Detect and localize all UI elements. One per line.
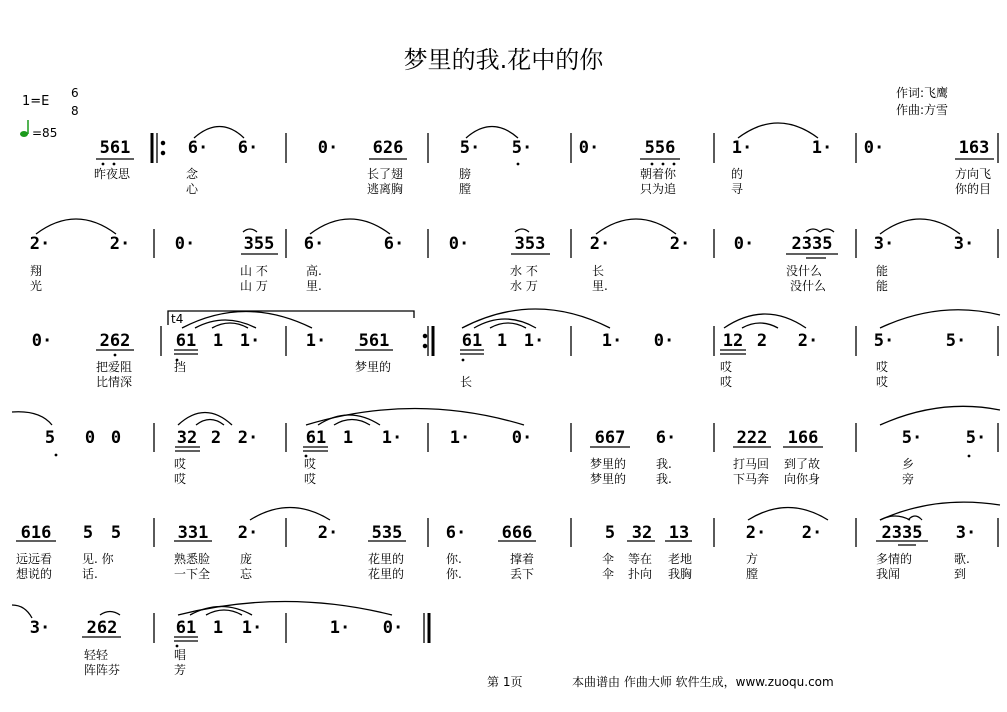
note: 331 [177, 523, 209, 543]
lyric: 比情深 [96, 375, 133, 389]
note: 535 [371, 523, 403, 543]
note: 1· [381, 428, 403, 448]
lyric: 我. [656, 457, 672, 471]
note: 2· [745, 523, 767, 543]
note: 61 [175, 618, 197, 638]
note: 2· [237, 428, 259, 448]
lyric: 山 万 [240, 279, 268, 293]
note: 2335 [881, 523, 923, 543]
lyricist-credit: 作词:飞鹰 [896, 86, 949, 100]
note: 1· [523, 331, 545, 351]
note: 163 [958, 138, 990, 158]
note: 5· [511, 138, 533, 158]
note: 61 [175, 331, 197, 351]
lyric: 挡 [174, 360, 187, 374]
note: 1 [342, 428, 354, 448]
note: 262 [99, 331, 131, 351]
lyric: 只为追 [640, 182, 677, 196]
lyric: 念 [186, 167, 199, 181]
time-signature-top: 6 [71, 86, 79, 100]
lyric: 里. [592, 279, 608, 293]
lyric: 没什么 [790, 279, 827, 293]
note: 1· [239, 331, 261, 351]
note: 32 [631, 523, 653, 543]
note: 2· [589, 234, 611, 254]
lyric: 我胸 [668, 567, 693, 581]
lyric: 多情的 [876, 552, 913, 566]
lyric: 梦里的 [590, 457, 627, 471]
note: 0· [382, 618, 404, 638]
lyric: 唱 [174, 648, 187, 662]
note: 0· [448, 234, 470, 254]
note: 61 [461, 331, 483, 351]
page-number: 第 1页 [487, 675, 523, 689]
lyric: 丢下 [510, 567, 535, 581]
lyric: 把爱阻 [96, 360, 133, 374]
note: 2· [237, 523, 259, 543]
lyric: 扑向 [628, 567, 653, 581]
lyric: 哎 [304, 457, 317, 471]
lyric: 能 [876, 279, 889, 293]
lyric: 哎 [720, 360, 733, 374]
note: 667 [594, 428, 626, 448]
note: 355 [243, 234, 275, 254]
lyric: 芳 [174, 663, 187, 677]
note: 1· [241, 618, 263, 638]
note: 166 [787, 428, 819, 448]
lyric: 寻 [731, 182, 744, 196]
note: 0· [174, 234, 196, 254]
lyric: 等在 [628, 552, 653, 566]
lyric: 远远看 [16, 552, 53, 566]
note: 0· [317, 138, 339, 158]
generator-credit: 本曲谱由 作曲大师 软件生成，www.zuoqu.com [572, 675, 834, 689]
lyric: 膛 [459, 182, 472, 196]
note: 2· [109, 234, 131, 254]
note: 0 [84, 428, 96, 448]
lyric: 逃离胸 [367, 182, 404, 196]
lyric: 哎 [174, 457, 187, 471]
note: 3· [29, 618, 51, 638]
lyric: 翔 [30, 264, 43, 278]
lyric: 朝着你 [640, 167, 677, 181]
note: 0· [733, 234, 755, 254]
lyric: 水 万 [510, 279, 538, 293]
note: 13 [668, 523, 690, 543]
note: 6· [445, 523, 467, 543]
lyric: 打马回 [733, 457, 770, 471]
note: 2· [801, 523, 823, 543]
lyric: 向你身 [784, 472, 821, 486]
lyric: 长 [592, 264, 605, 278]
lyric: 话. [82, 567, 98, 581]
note: 3· [873, 234, 895, 254]
lyric: 撑着 [510, 552, 535, 566]
note: 2· [317, 523, 339, 543]
volta-ending-label: t4 [171, 312, 184, 326]
note: 5 [604, 523, 616, 543]
lyric: 我. [656, 472, 672, 486]
lyric: 你. [446, 567, 462, 581]
note: 1· [601, 331, 623, 351]
note: 561 [99, 138, 131, 158]
lyric: 旁 [902, 472, 915, 486]
lyric: 能 [876, 264, 889, 278]
lyric: 里. [306, 279, 322, 293]
note: 262 [86, 618, 118, 638]
note: 5· [873, 331, 895, 351]
score-title: 梦里的我.花中的你 [403, 46, 604, 74]
note: 5· [901, 428, 923, 448]
lyric: 哎 [174, 472, 187, 486]
lyric: 你的目 [955, 182, 992, 196]
note: 1 [212, 618, 224, 638]
note: 2 [756, 331, 768, 351]
lyric: 阵阵芬 [84, 663, 121, 677]
note: 6· [383, 234, 405, 254]
lyric: 下马奔 [733, 472, 770, 486]
lyric: 见. 你 [82, 552, 114, 566]
note: 3· [953, 234, 975, 254]
lyric: 哎 [720, 375, 733, 389]
note: 3· [955, 523, 977, 543]
lyric: 昨夜思 [94, 167, 131, 181]
note: 0· [578, 138, 600, 158]
note: 2· [669, 234, 691, 254]
lyric: 歌. [954, 552, 970, 566]
note: 222 [736, 428, 768, 448]
note: 5· [965, 428, 987, 448]
lyric: 老地 [668, 552, 693, 566]
lyric: 膛 [746, 567, 759, 581]
lyric: 庞 [240, 552, 253, 566]
note: 2335 [791, 234, 833, 254]
tempo-marking: =85 [32, 126, 58, 140]
lyric: 山 不 [240, 264, 268, 278]
note: 2· [29, 234, 51, 254]
time-signature-bottom: 8 [71, 104, 79, 118]
note: 0· [511, 428, 533, 448]
lyric: 我闻 [876, 567, 901, 581]
lyric: 想说的 [16, 567, 53, 581]
note: 1· [449, 428, 471, 448]
note: 1 [212, 331, 224, 351]
note: 6· [237, 138, 259, 158]
lyric: 梦里的 [355, 360, 392, 374]
lyric: 哎 [876, 360, 889, 374]
lyric: 到了故 [784, 457, 821, 471]
note: 6· [655, 428, 677, 448]
lyric: 到 [954, 567, 967, 581]
lyric: 水 不 [510, 264, 538, 278]
lyric: 的 [731, 167, 744, 181]
note: 6· [303, 234, 325, 254]
note: 1· [329, 618, 351, 638]
lyric: 乡 [902, 457, 915, 471]
note: 1· [811, 138, 833, 158]
note: 61 [305, 428, 327, 448]
lyric: 梦里的 [590, 472, 627, 486]
note: 5 [82, 523, 94, 543]
note: 2· [797, 331, 819, 351]
lyric: 哎 [304, 472, 317, 486]
lyric: 方向飞 [955, 167, 992, 181]
note: 626 [372, 138, 404, 158]
lyric: 心 [186, 182, 199, 196]
note: 5 [110, 523, 122, 543]
lyric: 花里的 [368, 567, 405, 581]
note: 616 [20, 523, 52, 543]
note: 561 [358, 331, 390, 351]
note: 0· [863, 138, 885, 158]
lyric: 轻轻 [84, 648, 109, 662]
lyric: 高. [306, 264, 322, 278]
note: 32 [176, 428, 198, 448]
note: 1 [496, 331, 508, 351]
lyric: 方 [746, 552, 759, 566]
lyric: 花里的 [368, 552, 405, 566]
lyric: 忘 [240, 567, 253, 581]
note: 666 [501, 523, 533, 543]
lyric: 没什么 [786, 264, 823, 278]
key-signature: 1=E [22, 94, 50, 109]
lyric: 一下全 [174, 567, 211, 581]
note: 0· [31, 331, 53, 351]
note: 1· [731, 138, 753, 158]
note: 1· [305, 331, 327, 351]
note: 353 [514, 234, 546, 254]
lyric: 哎 [876, 375, 889, 389]
lyric: 长 [460, 375, 473, 389]
note: 2 [210, 428, 222, 448]
lyric: 长了翅 [367, 167, 404, 181]
note: 5· [459, 138, 481, 158]
lyric: 膀 [459, 167, 472, 181]
note: 5 [44, 428, 56, 448]
lyric: 光 [30, 279, 43, 293]
note: 6· [187, 138, 209, 158]
lyric: 熟悉脸 [174, 552, 211, 566]
note: 556 [644, 138, 676, 158]
composer-credit: 作曲:方雪 [896, 103, 949, 117]
lyric: 伞 [602, 552, 615, 566]
note: 12 [722, 331, 744, 351]
note: 0· [653, 331, 675, 351]
note: 0 [110, 428, 122, 448]
lyric: 你. [446, 552, 462, 566]
lyric: 伞 [602, 567, 615, 581]
note: 5· [945, 331, 967, 351]
